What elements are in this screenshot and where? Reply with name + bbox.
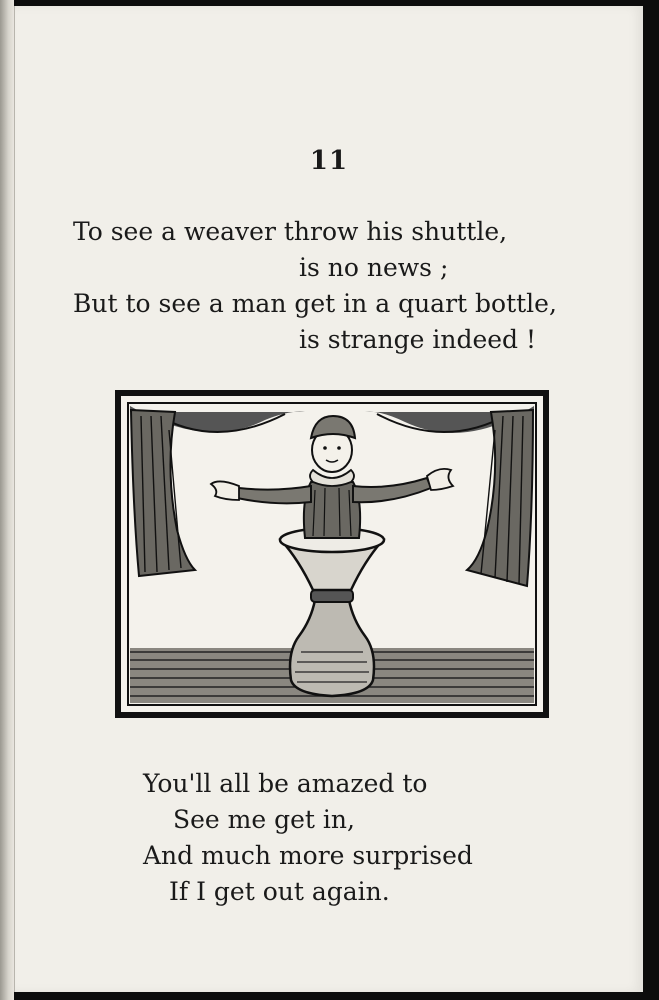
woodcut-man-in-quart-bottle-icon (115, 390, 549, 718)
verse-line: If I get out again. (169, 877, 390, 906)
woodcut-illustration (115, 390, 549, 718)
verse-line: To see a weaver throw his shuttle, (73, 217, 508, 246)
book-page (14, 6, 643, 992)
verse-line: See me get in, (173, 805, 355, 834)
verse-line: And much more surprised (143, 841, 473, 870)
verse-line: You'll all be amazed to (143, 769, 428, 798)
page-number: 11 (309, 146, 349, 176)
verse-line: is strange indeed ! (299, 325, 537, 354)
verse-line: is no news ; (299, 253, 449, 282)
book-gutter (0, 0, 14, 1000)
top-verse (73, 214, 557, 358)
bottom-verse (143, 766, 473, 910)
verse-line: But to see a man get in a quart bottle, (73, 289, 557, 318)
